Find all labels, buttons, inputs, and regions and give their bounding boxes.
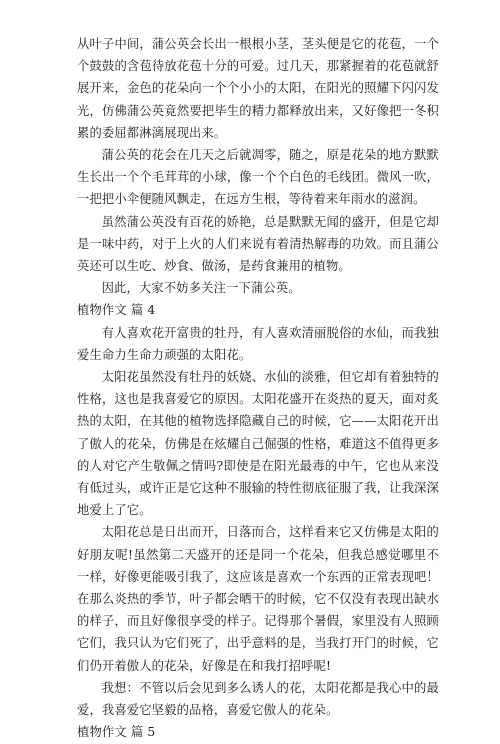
section-heading: 植物作文 篇 4: [77, 303, 156, 318]
paragraph: 虽然蒲公英没有百花的娇艳，总是默默无闻的盛开，但是它却是一味中药，对于上火的人们来说有着清热解毒的功效。而且蒲公英还可以生吃、炒食、做汤，是药食兼用的植物。: [77, 214, 439, 274]
paragraph: 我想：不管以后会见到多么诱人的花，太阳花都是我心中的最爱，我喜爱它坚毅的品格，喜爱它傲人的花朵。: [77, 680, 439, 718]
paragraph: 有人喜欢花开富贵的牡丹，有人喜欢清丽脱俗的水仙，而我独爱生命力生命力顽强的太阳花。: [77, 325, 439, 362]
paragraph: 从叶子中间，蒲公英会长出一根根小茎，茎头便是它的花苞，一个个鼓鼓的含苞待放花苞十分的可爱。过几天，那紧握着的花苞就舒展开来，金色的花朵向一个个小小的太阳，在阳光的照耀下闪闪发光，仿佛蒲公英竟然要把毕生的精力都释放出来，又好像把一冬积累的委屈都淋漓展现出来。: [77, 37, 439, 140]
paragraph: 太阳花总是日出而开，日落而合，这样看来它又仿佛是太阳的好朋友呢!虽然第二天盛开的还是同一个花朵，但我总感觉哪里不一样，好像更能吸引我了，这应该是喜欢一个东西的正常表现吧！在那么炎热的季节，叶子都会晒干的时候，它不仅没有表现出缺水的样子，而且好像很享受的样子。记得那个暑假，家里没有人照顾它们，我只认为它们死了，出乎意料的是，当我打开门的时候，它们仍开着傲人的花朵，好像是在和我打招呼呢!: [77, 525, 439, 673]
paragraph: 太阳花虽然没有牡丹的妖娆、水仙的淡雅，但它却有着独特的性格，这也是我喜爱它的原因。太阳花盛开在炎热的夏天，面对炙热的太阳，在其他的植物选择隐藏自己的时候，它——太阳花开出了傲人的花朵，仿佛是在炫耀自己倔强的性格，难道这不值得更多的人对它产生敬佩之情吗?即使是在阳光最毒的中午，它也从来没有低过头，或许正是它这种不服输的特性彻底征服了我，让我深深地爱上了它。: [77, 370, 439, 518]
section-heading: 植物作文 篇 5: [77, 725, 156, 740]
paragraph: 蒲公英的花会在几天之后就凋零，随之，原是花朵的地方默默生长出一个个毛茸茸的小球，像一个个白色的毛线团。微风一吹，一把把小伞便随风飘走，在远方生根，等待着来年雨水的滋润。: [77, 148, 439, 207]
paragraph: 因此，大家不妨多关注一下蒲公英。: [101, 281, 301, 296]
